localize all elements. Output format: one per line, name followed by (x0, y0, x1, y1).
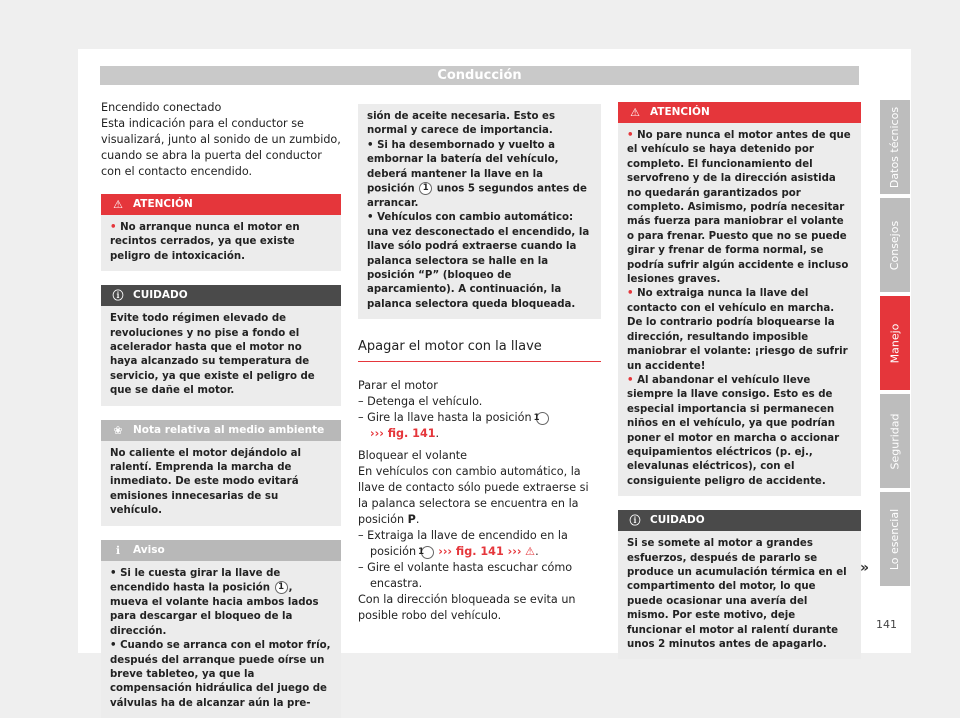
figure-link[interactable]: ››› fig. 141 ››› (438, 545, 522, 559)
warning-icon: ⚠ (113, 198, 123, 211)
warning-icon: ⚠ (525, 545, 536, 559)
cuidado-box-2 (618, 510, 861, 659)
step-1: – Detenga el vehículo. (358, 395, 483, 409)
section-title: Apagar el motor con la llave (358, 339, 601, 362)
info-circle-icon: ⓘ (112, 289, 124, 303)
intro-text: Esta indicación para el conductor se visualizará, junto al sonido de un zumbido, cuando se abra la puerta del conductor con el contacto encendido. (101, 117, 341, 178)
atencion-bullet-1: • No pare nunca el motor antes de que el vehículo se haya detenido por completo. El funcionamiento del servofreno y de la dirección asistida no quedarán garantizados por completo. Asimismo, podría necesitar más fuerza para maniobrar el volante o para frenar. Puesto que no se puede girar y frenar de forma normal, se podría sufrir algún accidente e incluso lesiones graves. (627, 130, 851, 286)
tab-manejo[interactable]: Manejo (880, 296, 910, 390)
aviso-bullet-2: • Cuando se arranca con el motor frío, después del arranque puede oírse un breve tableteo, ya que la compensación hidráulica del juego de válvulas ha de alcanzar aún la pre- (110, 640, 331, 709)
step-2: – Gire la llave hasta la posición 1 ››› fig. 141. (358, 410, 601, 442)
position-number: 1 (536, 412, 549, 425)
cuidado-text: Si se somete al motor a grandes esfuerzos, después de pararlo se produce un acumulación térmica en el compartimento del motor, lo que puede ocasionar una avería del mismo. Por este motivo, deje funcionar el motor al ralentí durante unos 2 minutos antes de apagarlo. (618, 531, 861, 659)
figure-link[interactable]: ››› fig. 141 (370, 427, 436, 441)
atencion-bullet-2: • No extraiga nunca la llave del contacto con el vehículo en marcha. De lo contrario podría bloquearse la dirección, resultando imposible maniobrar el volante: ¡riesgo de sufrir un accidente! (627, 288, 848, 372)
tab-seguridad[interactable]: Seguridad (880, 394, 910, 488)
aviso-box-continued: sión de aceite necesaria. Esto es normal y carece de importancia. • Si ha desembornado y vuelto a embornar la batería del vehículo, deberá mantener la llave en la posición 1 unos 5 segundos antes de arrancar. • Vehículos con cambio automático: una vez desconectado el encendido, la llave sólo podrá extraerse cuando la palanca selectora se halle en la posición “P” (bloqueo de aparcamiento). A continuación, la palanca selectora queda bloqueada. (358, 104, 601, 319)
position-number: 1 (419, 182, 432, 195)
page-number: 141 (876, 618, 897, 631)
page-title: Conducción (437, 68, 522, 83)
heading-encendido: Encendido conectado (101, 101, 222, 114)
aviso-bullet-3: • Si ha desembornado y vuelto a embornar la batería del vehículo, deberá mantener la llave en la posición 1 unos 5 segundos antes de arrancar. (367, 139, 587, 209)
atencion-box-2 (618, 102, 861, 496)
step-4: – Gire el volante hasta escuchar cómo encastra. (358, 561, 573, 591)
column-1 (101, 100, 341, 718)
warning-icon: ⚠ (630, 106, 640, 119)
flower-icon: ❀ (113, 423, 123, 437)
subheading-bloquear: Bloquear el volante (358, 449, 468, 463)
cuidado-label: CUIDADO (133, 289, 188, 302)
cuidado-text: Evite todo régimen elevado de revoluciones y no pise a fondo el acelerador hasta que el motor no haya alcanzado su temperatura de servicio, ya que existe el peligro de que se dañe el motor. (101, 306, 341, 405)
cuidado-label: CUIDADO (650, 514, 705, 527)
aviso-bullet-1: • Si le cuesta girar la llave de encendido hasta la posición 1 , mueva el volante hacia ambos lados para descargar el bloqueo de la dirección. (110, 567, 319, 637)
atencion-bullet-3: • Al abandonar el vehículo lleve siempre la llave consigo. Esto es de especial importancia si permanecen niños en el vehículo, ya que podrían poner el motor en marcha o accionar equipamientos eléctricos (p. ej., elevalunas eléctricos), con el consiguiente peligro de accidente. (627, 374, 840, 487)
atencion-label: ATENCIÓN (650, 106, 710, 118)
atencion-box: ⚠ ATENCIÓN • No arranque nunca el motor en recintos cerrados, ya que existe peligro de intoxicación. (101, 194, 341, 271)
info-circle-icon: ⓘ (629, 514, 641, 528)
aviso-box (101, 540, 341, 718)
column-3 (618, 102, 861, 659)
continue-arrows: » (860, 560, 870, 576)
step-3: – Extraiga la llave de encendido en la posición 1 ››› fig. 141 ››› ⚠. (358, 529, 568, 559)
atencion-label: ATENCIÓN (133, 198, 193, 210)
cuidado-box (101, 285, 341, 405)
ambiente-box (101, 420, 341, 526)
final-text: Con la dirección bloqueada se evita un posible robo del vehículo. (358, 593, 576, 623)
ambiente-text: No caliente el motor dejándolo al ralentí. Emprenda la marcha de inmediato. De este modo evitará emisiones innecesarias de su vehículo. (101, 441, 341, 526)
column-2 (358, 104, 601, 624)
note-icon: ℹ (115, 543, 121, 557)
page-header (100, 66, 859, 85)
aviso-bullet-4: • Vehículos con cambio automático: una vez desconectado el encendido, la llave sólo podrá extraerse cuando la palanca selectora se halle en la posición “P” (bloqueo de aparcamiento). A continuación, la palanca selectora queda bloqueada. (367, 212, 590, 310)
subheading-parar: Parar el motor (358, 379, 438, 393)
bloquear-text: En vehículos con cambio automático, la llave de contacto sólo puede extraerse si la palanca selectora se encuentra en la posición P. (358, 465, 589, 527)
atencion-bullet: No arranque nunca el motor en recintos cerrados, ya que existe peligro de intoxicación. (110, 222, 300, 262)
aviso-label: Aviso (133, 543, 165, 556)
ambiente-label: Nota relativa al medio ambiente (133, 423, 325, 436)
tab-lo-esencial[interactable]: Lo esencial (880, 492, 910, 586)
tab-consejos[interactable]: Consejos (880, 198, 910, 292)
position-number: 1 (275, 581, 288, 594)
tab-datos-tecnicos[interactable]: Datos técnicos (880, 100, 910, 194)
position-number: 1 (421, 546, 434, 559)
